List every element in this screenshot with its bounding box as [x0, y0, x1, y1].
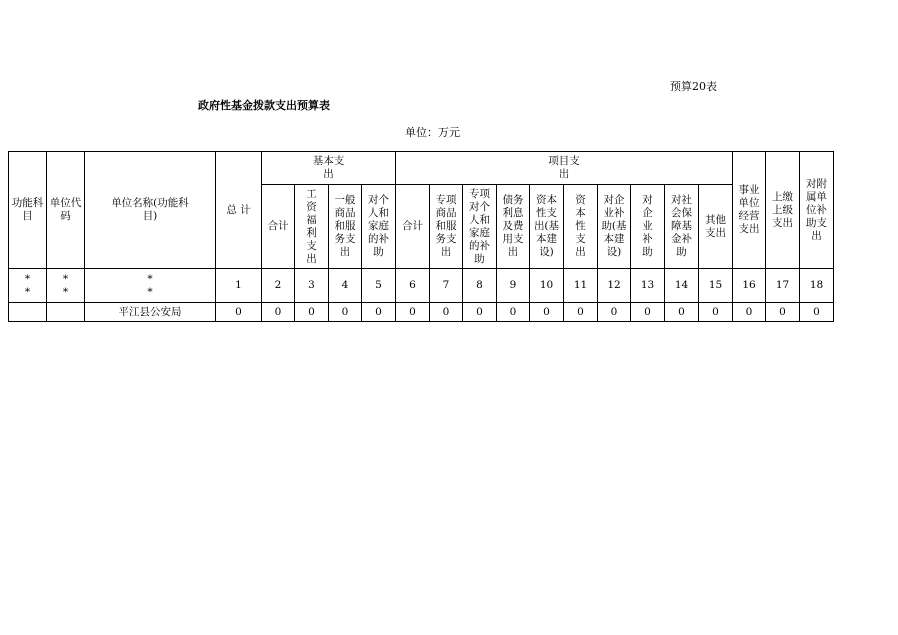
index-cell: 6	[396, 269, 430, 303]
row-value-cell: 0	[396, 303, 430, 322]
header-project-personal: 专项对个人和家庭的补助	[463, 185, 497, 269]
header-project-goods: 专项商品和服务支出	[430, 185, 463, 269]
unit-label: 单位：万元	[405, 126, 460, 139]
index-cell: 3	[295, 269, 329, 303]
row-value-cell: 0	[766, 303, 800, 322]
header-unit-name: 单位名称(功能科目)	[85, 152, 216, 269]
header-project-capital: 资本性支出	[564, 185, 598, 269]
row-value-cell: 0	[631, 303, 665, 322]
index-cell: 11	[564, 269, 598, 303]
index-cell: 2	[262, 269, 295, 303]
index-cell: 12	[598, 269, 631, 303]
row-value-cell: 0	[733, 303, 766, 322]
header-unit-code: 单位代码	[47, 152, 85, 269]
index-cell: 7	[430, 269, 463, 303]
row-value-cell: 0	[216, 303, 262, 322]
index-cell: 1	[216, 269, 262, 303]
index-cell: 10	[530, 269, 564, 303]
row-value-cell: 0	[699, 303, 733, 322]
header-basic-subtotal: 合计	[262, 185, 295, 269]
header-basic-wages: 工资福利支出	[295, 185, 329, 269]
header-affiliated: 对附属单位补助支出	[800, 152, 834, 269]
row-value-cell: 0	[497, 303, 530, 322]
header-project-subtotal: 合计	[396, 185, 430, 269]
header-project-social: 对社会保障基金补助	[665, 185, 699, 269]
header-business-unit: 事业单位经营支出	[733, 152, 766, 269]
row-value-cell: 0	[430, 303, 463, 322]
row-value-cell: 0	[598, 303, 631, 322]
document-title: 政府性基金拨款支出预算表	[198, 99, 330, 112]
index-cell: 14	[665, 269, 699, 303]
index-cell: 17	[766, 269, 800, 303]
header-total: 总 计	[216, 152, 262, 269]
index-cell: 5	[362, 269, 396, 303]
header-project-capital-build: 资本性支出(基本建设)	[530, 185, 564, 269]
row-func-subject	[9, 303, 47, 322]
index-cell: 13	[631, 269, 665, 303]
header-project-other: 其他支出	[699, 185, 733, 269]
index-unit-code: * *	[47, 269, 85, 303]
row-value-cell: 0	[564, 303, 598, 322]
row-value-cell: 0	[329, 303, 362, 322]
row-value-cell: 0	[800, 303, 834, 322]
row-value-cell: 0	[362, 303, 396, 322]
index-cell: 4	[329, 269, 362, 303]
table-number: 预算20表	[670, 80, 717, 93]
table-row	[9, 303, 834, 322]
row-unit-name: 平江县公安局	[85, 303, 216, 322]
header-project-debt: 债务利息及费用支出	[497, 185, 530, 269]
index-cell: 16	[733, 269, 766, 303]
index-cell: 9	[497, 269, 530, 303]
header-project-enterprise-build: 对企业补助(基本建设)	[598, 185, 631, 269]
header-project-enterprise: 对企业补助	[631, 185, 665, 269]
header-basic-goods: 一般商品和服务支出	[329, 185, 362, 269]
index-cell: 15	[699, 269, 733, 303]
row-value-cell: 0	[262, 303, 295, 322]
header-basic-group: 基本支出	[262, 152, 396, 185]
row-value-cell: 0	[295, 303, 329, 322]
index-unit-name: * *	[85, 269, 216, 303]
row-unit-code	[47, 303, 85, 322]
row-value-cell: 0	[665, 303, 699, 322]
header-basic-personal: 对个人和家庭的补助	[362, 185, 396, 269]
row-value-cell: 0	[463, 303, 497, 322]
budget-table	[8, 151, 834, 322]
index-func-subject: * *	[9, 269, 47, 303]
header-project-group: 项目支出	[396, 152, 733, 185]
header-func-subject: 功能科目	[9, 152, 47, 269]
header-upper-level: 上缴上级支出	[766, 152, 800, 269]
row-value-cell: 0	[530, 303, 564, 322]
index-cell: 18	[800, 269, 834, 303]
index-cell: 8	[463, 269, 497, 303]
